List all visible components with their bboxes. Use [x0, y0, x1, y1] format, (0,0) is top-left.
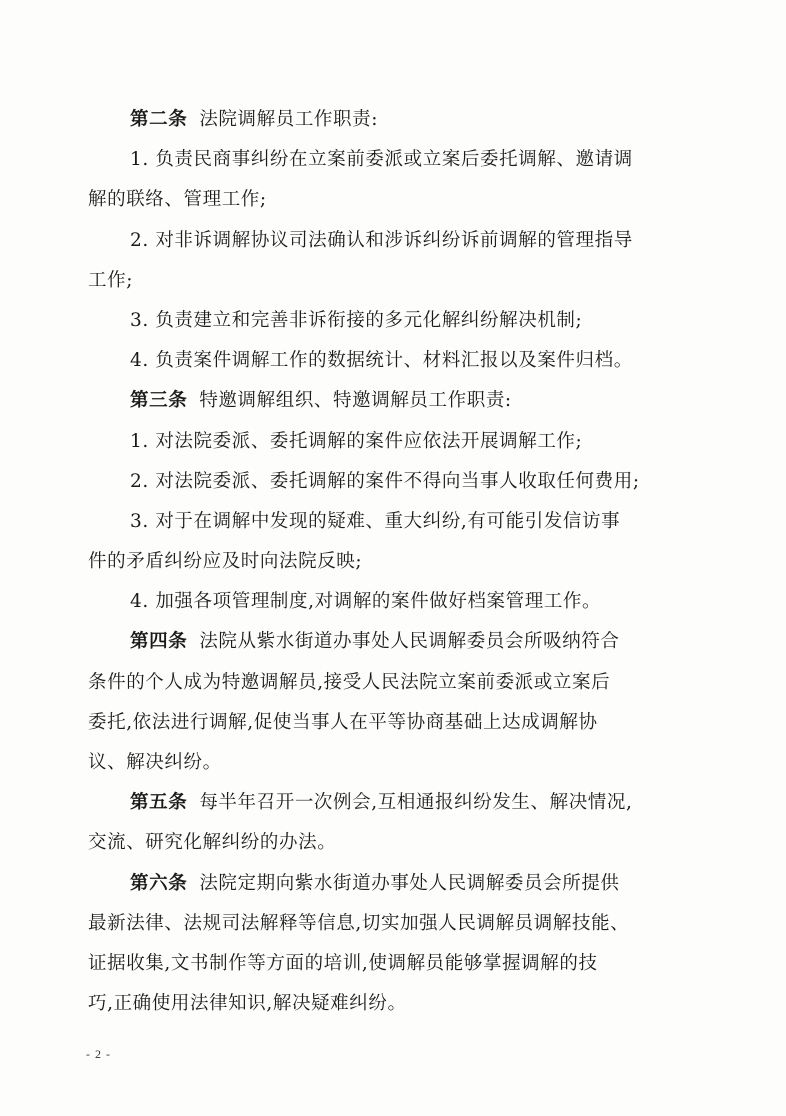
article-5-title: 第五条	[130, 792, 188, 814]
article-6-line-4: 巧,正确使用法律知识,解决疑难纠纷。	[88, 993, 407, 1015]
article-3-item-2: 2. 对法院委派、委托调解的案件不得向当事人收取任何费用;	[130, 470, 640, 492]
article-4-line-2: 条件的个人成为特邀调解员,接受人民法院立案前委派或立案后	[88, 671, 611, 693]
article-4-text-1: 法院从紫水街道办事处人民调解委员会所吸纳符合	[199, 631, 620, 653]
article-2-item-1-line-2: 解的联络、管理工作;	[88, 189, 267, 211]
page-number: - 2 -	[86, 1047, 111, 1061]
article-5-text-1: 每半年召开一次例会,互相通报纠纷发生、解决情况,	[199, 792, 633, 814]
article-3-item-3-line-2: 件的矛盾纠纷应及时向法院反映;	[88, 551, 363, 573]
article-2-item-3: 3. 负责建立和完善非诉衔接的多元化解纠纷解决机制;	[130, 309, 583, 331]
article-2-heading: 法院调解员工作职责:	[199, 109, 379, 130]
article-3-heading: 特邀调解组织、特邀调解员工作职责:	[199, 390, 512, 412]
article-2-item-2-line-2: 工作;	[88, 269, 134, 291]
article-2-heading-line	[88, 100, 708, 140]
article-6-line-3: 证据收集,文书制作等方面的培训,使调解员能够掌握调解的技	[88, 952, 598, 974]
article-3-heading-line	[88, 381, 708, 421]
article-2-item-4: 4. 负责案件调解工作的数据统计、材料汇报以及案件归档。	[130, 350, 633, 372]
article-3-item-4: 4. 加强各项管理制度,对调解的案件做好档案管理工作。	[130, 591, 602, 613]
article-2-item-2-line-1: 2. 对非诉调解协议司法确认和涉诉纠纷诉前调解的管理指导	[130, 229, 633, 251]
article-3-item-3-line-1: 3. 对于在调解中发现的疑难、重大纠纷,有可能引发信访事	[130, 510, 621, 532]
article-5-line-2: 交流、研究化解纠纷的办法。	[88, 832, 337, 854]
article-6-line-2: 最新法律、法规司法解释等信息,切实加强人民调解员调解技能、	[88, 912, 630, 934]
article-3-title: 第三条	[130, 390, 188, 412]
article-2-title: 第二条	[130, 109, 188, 130]
article-4-title: 第四条	[130, 631, 188, 653]
article-4-line-4: 议、解决纠纷。	[88, 752, 222, 773]
article-3-item-1: 1. 对法院委派、委托调解的案件应依法开展调解工作;	[130, 430, 583, 452]
document-body	[88, 100, 708, 1024]
article-4-line-3: 委托,依法进行调解,促使当事人在平等协商基础上达成调解协	[88, 711, 598, 733]
article-6-title: 第六条	[130, 872, 188, 894]
article-4-line-1	[88, 622, 708, 662]
article-6-text-1: 法院定期向紫水街道办事处人民调解委员会所提供	[199, 872, 620, 894]
article-6-line-1	[88, 864, 708, 904]
article-5-line-1	[88, 783, 708, 823]
article-2-item-1-line-1: 1. 负责民商事纠纷在立案前委派或立案后委托调解、邀请调	[130, 149, 633, 171]
